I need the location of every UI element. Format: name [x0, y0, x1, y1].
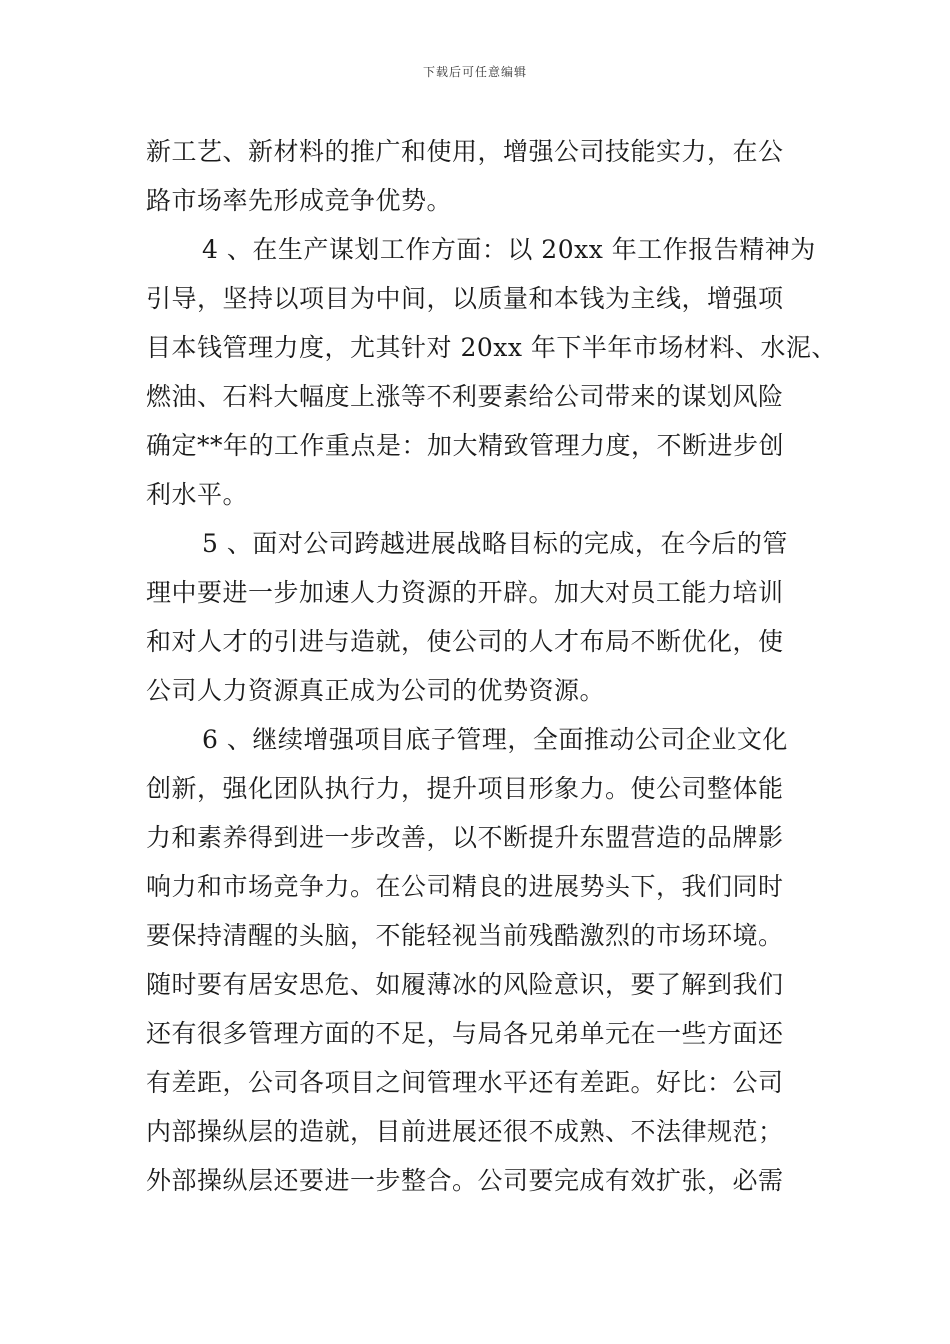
- text-line: 理中要进一步加速人力资源的开辟。加大对员工能力培训: [146, 578, 784, 607]
- text-line: 利水平。: [146, 480, 249, 509]
- text-line: 外部操纵层还要进一步整合。公司要完成有效扩张，必需: [146, 1166, 784, 1195]
- text-line: 4 、在生产谋划工作方面：以 20xx 年工作报告精神为: [202, 235, 816, 264]
- text-line: 还有很多管理方面的不足，与局各兄弟单元在一些方面还: [146, 1019, 784, 1048]
- text-line: 创新，强化团队执行力，提升项目形象力。使公司整体能: [146, 774, 784, 803]
- text-line: 6 、继续增强项目底子管理，全面推动公司企业文化: [202, 725, 788, 754]
- body-text: [146, 127, 837, 1205]
- text-line: 新工艺、新材料的推广和使用，增强公司技能实力，在公: [146, 137, 784, 166]
- text-line: 确定**年的工作重点是：加大精致管理力度，不断进步创: [146, 431, 785, 460]
- text-line: 响力和市场竞争力。在公司精良的进展势头下，我们同时: [146, 872, 784, 901]
- text-line: 随时要有居安思危、如履薄冰的风险意识，要了解到我们: [146, 970, 784, 999]
- text-line: 要保持清醒的头脑，不能轻视当前残酷激烈的市场环境。: [146, 921, 784, 950]
- text-line: 目本钱管理力度，尤其针对 20xx 年下半年市场材料、水泥、: [146, 333, 837, 362]
- text-line: 路市场率先形成竞争优势。: [146, 186, 453, 215]
- text-line: 有差距，公司各项目之间管理水平还有差距。好比：公司: [146, 1068, 784, 1097]
- text-line: 公司人力资源真正成为公司的优势资源。: [146, 676, 606, 705]
- text-line: 和对人才的引进与造就，使公司的人才布局不断优化，使: [146, 627, 784, 656]
- download-note: 下载后可任意编辑: [422, 65, 527, 79]
- text-line: 燃油、石料大幅度上涨等不利要素给公司带来的谋划风险: [146, 382, 784, 411]
- text-line: 5 、面对公司跨越进展战略目标的完成，在今后的管: [202, 529, 788, 558]
- text-line: 内部操纵层的造就，目前进展还很不成熟、不法律规范；: [146, 1117, 784, 1146]
- text-line: 力和素养得到进一步改善，以不断提升东盟营造的品牌影: [146, 823, 784, 852]
- text-line: 引导，坚持以项目为中间，以质量和本钱为主线，增强项: [146, 284, 784, 313]
